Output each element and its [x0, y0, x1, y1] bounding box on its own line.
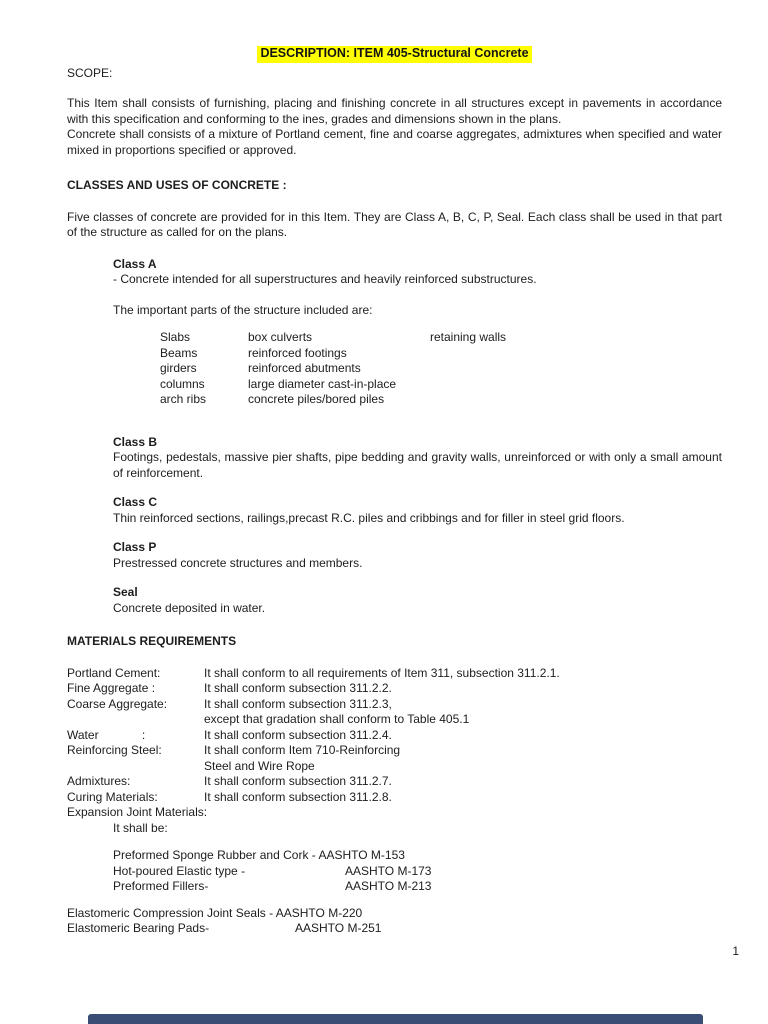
material-row [67, 666, 722, 682]
expansion-item-spec: AASHTO M-213 [345, 879, 432, 893]
classes-intro: Five classes of concrete are provided for in this Item. They are Class A, B, C, P, Seal. Each class shall be used in that part of the structure as called for on the plans. [67, 209, 722, 239]
parts-intro: The important parts of the structure included are: [113, 302, 373, 317]
material-row [67, 790, 722, 806]
page-title: DESCRIPTION: ITEM 405-Structural Concrete [257, 46, 531, 63]
class-a-name: Class A [113, 256, 157, 271]
material-row [67, 728, 722, 744]
material-value: It shall conform subsection 311.2.4. [204, 727, 392, 742]
material-value: It shall conform to all requirements of Item 311, subsection 311.2.1. [204, 665, 560, 680]
material-value: It shall conform subsection 311.2.8. [204, 789, 392, 804]
expansion-sub-label: It shall be: [113, 820, 168, 835]
expansion-item-name: Hot-poured Elastic type - [113, 863, 246, 878]
material-label [67, 759, 204, 775]
material-value: It shall conform subsection 311.2.3, [204, 696, 392, 711]
material-label: Portland Cement: [67, 665, 161, 680]
parts-cell: reinforced footings [248, 345, 347, 360]
scope-paragraph-2: Concrete shall consists of a mixture of Portland cement, fine and coarse aggregates, admixtures when specified and water mixed in proportions specified or approved. [67, 127, 722, 157]
material-row [67, 712, 722, 728]
parts-row [160, 346, 722, 362]
elastomeric-line [67, 906, 722, 922]
elastomeric-name: Elastomeric Bearing Pads- [67, 921, 210, 935]
scope-label: SCOPE: [67, 65, 113, 80]
material-label: Coarse Aggregate: [67, 696, 168, 711]
materials-rows [67, 666, 722, 837]
parts-cell: concrete piles/bored piles [248, 392, 385, 406]
class-b-block [113, 435, 722, 482]
elastomeric-spec: AASHTO M-251 [295, 921, 382, 935]
parts-cell [430, 346, 722, 362]
class-seal-name: Seal [113, 585, 138, 599]
parts-cell: box culverts [248, 330, 313, 344]
material-value: except that gradation shall conform to Table 405.1 [204, 712, 470, 726]
parts-cell: girders [160, 361, 197, 375]
elastomeric-name: Elastomeric Compression Joint Seals - AASHTO M-220 [67, 905, 363, 920]
parts-cell: arch ribs [160, 392, 207, 406]
parts-cell: Beams [160, 345, 198, 360]
parts-cell: reinforced abutments [248, 361, 361, 375]
elastomeric-line [67, 921, 722, 937]
class-p-name: Class P [113, 540, 157, 554]
parts-cell [430, 392, 722, 408]
expansion-item [113, 864, 722, 880]
material-label [67, 712, 204, 728]
expansion-item-name: Preformed Sponge Rubber and Cork - AASHTO M-153 [113, 848, 405, 862]
class-seal-description: Concrete deposited in water. [113, 600, 266, 615]
parts-cell: Slabs [160, 330, 191, 344]
material-value: It shall conform Item 710-Reinforcing [204, 743, 401, 757]
parts-row [160, 392, 722, 408]
expansion-item [113, 879, 722, 895]
material-label: Water : [67, 727, 146, 742]
class-c-name: Class C [113, 495, 158, 509]
parts-row [160, 361, 722, 377]
parts-cell [430, 377, 722, 393]
parts-row [160, 377, 722, 393]
material-row [67, 681, 722, 697]
material-value: It shall conform subsection 311.2.2. [204, 681, 392, 695]
material-row [67, 774, 722, 790]
class-p-block [113, 540, 722, 571]
elastomeric-rows [67, 906, 722, 937]
expansion-item [113, 848, 722, 864]
parts-cell [430, 361, 722, 377]
page-number: 1 [732, 944, 739, 958]
parts-cell: retaining walls [430, 330, 507, 344]
material-row [67, 743, 722, 759]
expansion-item-spec: AASHTO M-173 [345, 863, 432, 878]
class-b-description: Footings, pedestals, massive pier shafts, pipe bedding and gravity walls, unreinforced or with only a small amount of reinforcement. [113, 450, 722, 480]
parts-row [160, 330, 722, 346]
material-value: Steel and Wire Rope [204, 758, 315, 773]
class-b-name: Class B [113, 434, 158, 449]
material-value: It shall conform subsection 311.2.7. [204, 774, 392, 788]
material-row [67, 697, 722, 713]
class-a-block [113, 257, 722, 288]
material-label: Reinforcing Steel: [67, 743, 162, 757]
parts-table [160, 330, 722, 408]
class-c-description: Thin reinforced sections, railings,precast R.C. piles and cribbings and for filler in steel grid floors. [113, 510, 625, 525]
class-a-description: - Concrete intended for all superstructures and heavily reinforced substructures. [113, 272, 537, 286]
parts-cell: columns [160, 376, 205, 391]
viewer-scrollbar[interactable] [88, 1014, 703, 1024]
title-row [67, 46, 722, 63]
material-label: Admixtures: [67, 774, 131, 788]
material-row [67, 759, 722, 775]
class-p-description: Prestressed concrete structures and members. [113, 555, 363, 570]
materials-heading: MATERIALS REQUIREMENTS [67, 634, 237, 648]
expansion-items [113, 848, 722, 895]
expansion-item-name: Preformed Fillers- [113, 879, 209, 893]
scope-paragraph-1: This Item shall consists of furnishing, placing and finishing concrete in all structures except in pavements in accordance with this specification and conforming to the ines, grades and dimensions shown in the plans. [67, 96, 722, 126]
class-c-block [113, 495, 722, 526]
classes-heading: CLASSES AND USES OF CONCRETE : [67, 178, 287, 192]
parts-cell: large diameter cast-in-place [248, 376, 397, 391]
class-seal-block [113, 585, 722, 616]
material-label: Curing Materials: [67, 789, 158, 804]
expansion-joint-label: Expansion Joint Materials: [67, 805, 208, 819]
material-label: Fine Aggregate : [67, 681, 156, 695]
